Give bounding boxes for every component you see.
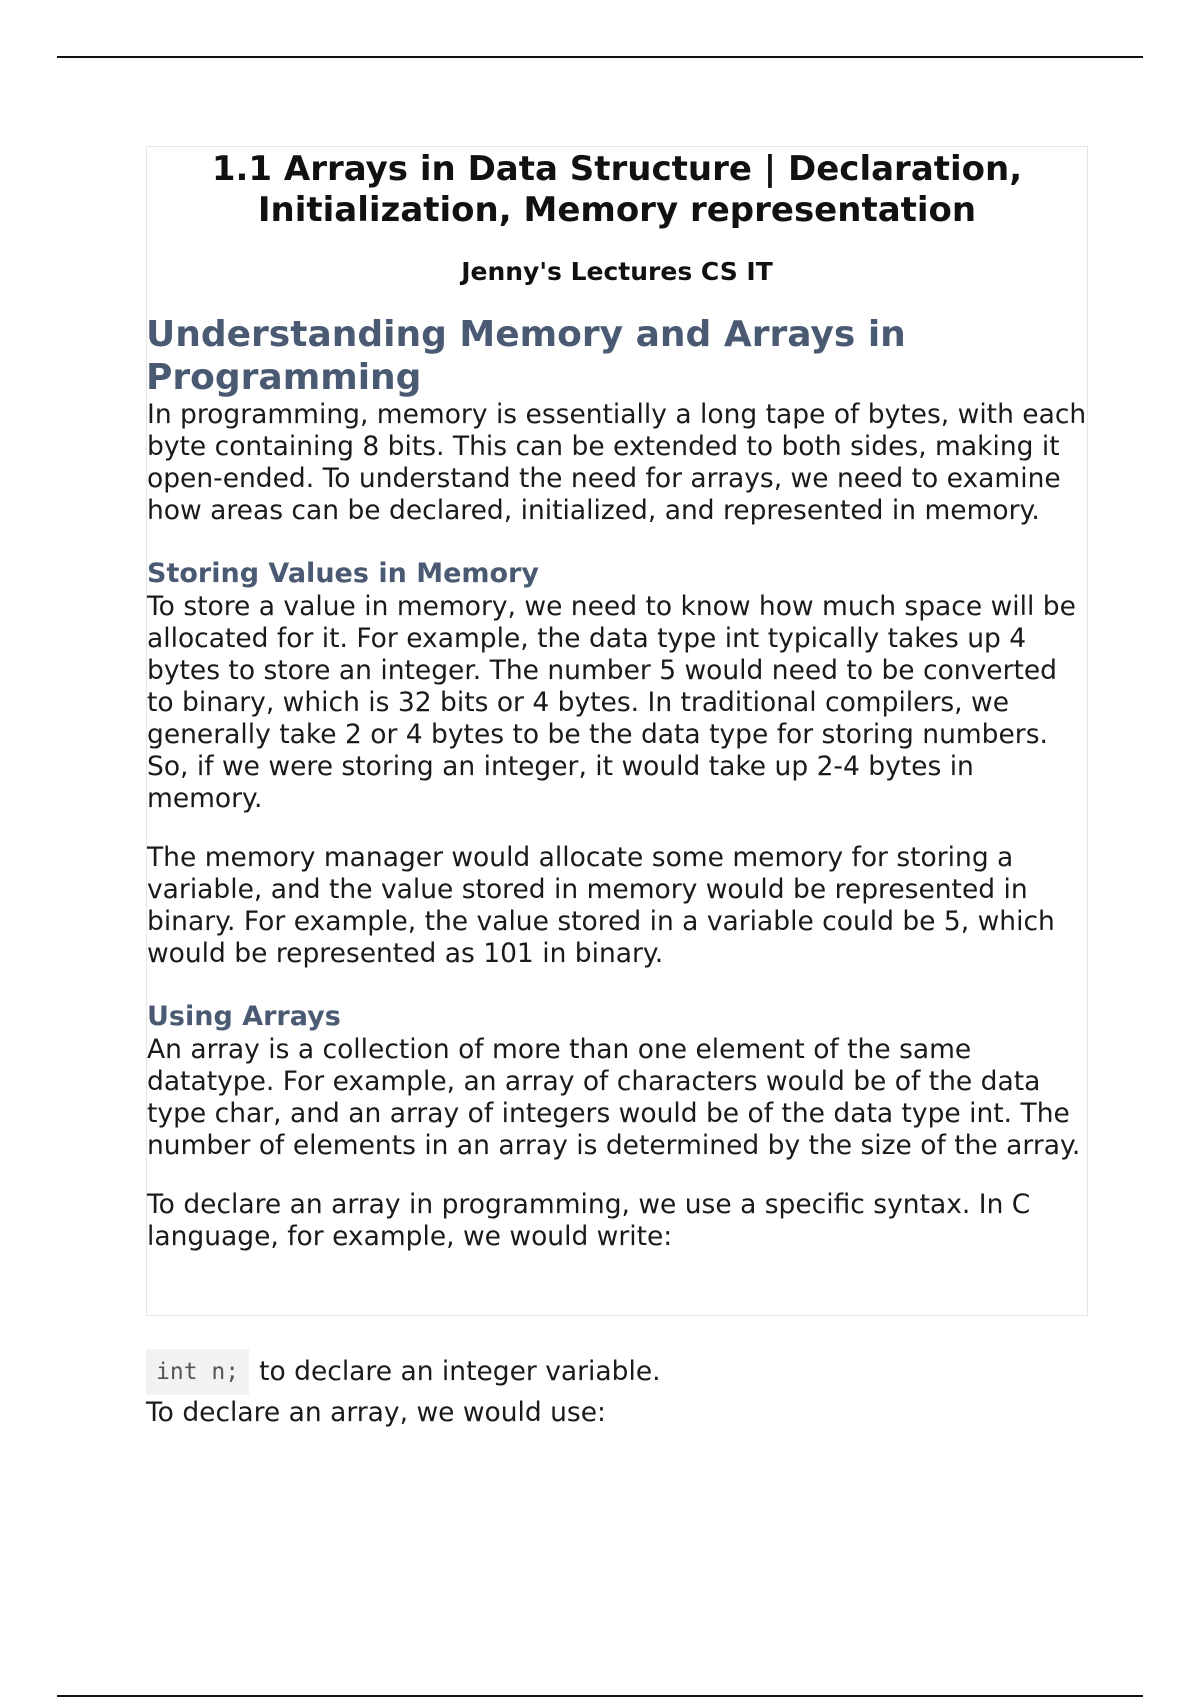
top-rule: [57, 56, 1143, 58]
closing-line: To declare an array, we would use:: [146, 1397, 606, 1428]
code-suffix-text: to declare an integer variable.: [259, 1356, 661, 1387]
storing-paragraph-1: To store a value in memory, we need to know how much space will be allocated for it. For example, the data type int typically takes up 4 bytes to store an integer. The number 5 would need to be converted to binary, which is 32 bits or 4 bytes. In traditional compilers, we generally take 2 or 4 bytes to be the data type for storing numbers. So, if we were storing an integer, it would take up 2-4 bytes in memory.: [147, 591, 1076, 814]
inline-code-snippet: int n;: [146, 1349, 249, 1395]
subsection-heading-storing: Storing Values in Memory: [147, 558, 539, 589]
article-box: [146, 146, 1088, 1316]
spacer: [147, 815, 1087, 842]
spacer: [147, 970, 1087, 1000]
bottom-rule: [57, 1695, 1143, 1697]
spacer: [147, 1162, 1087, 1189]
continuation-block: [146, 1349, 1088, 1431]
section-heading: Understanding Memory and Arrays in Programming: [146, 314, 906, 398]
intro-paragraph: In programming, memory is essentially a long tape of bytes, with each byte containing 8 bits. This can be extended to both sides, making it open-ended. To understand the need for arrays, we need to examine how areas can be declared, initialized, and represented in memory.: [147, 399, 1087, 526]
storing-paragraph-2: The memory manager would allocate some memory for storing a variable, and the value stored in memory would be represented in binary. For example, the value stored in a variable could be 5, which would be represented as 101 in binary.: [147, 842, 1055, 969]
document-title: 1.1 Arrays in Data Structure | Declaration, Initialization, Memory representation: [211, 149, 1023, 230]
subsection-heading-arrays: Using Arrays: [147, 1001, 341, 1032]
code-line: [146, 1349, 1088, 1395]
arrays-paragraph-2: To declare an array in programming, we use a specific syntax. In C language, for example, we would write:: [147, 1189, 1031, 1252]
spacer: [147, 527, 1087, 557]
author-name: Jenny's Lectures CS IT: [461, 257, 773, 286]
arrays-paragraph-1: An array is a collection of more than one element of the same datatype. For example, an array of characters would be of the data type char, and an array of integers would be of the data type int. The number of elements in an array is determined by the size of the array.: [147, 1034, 1081, 1161]
